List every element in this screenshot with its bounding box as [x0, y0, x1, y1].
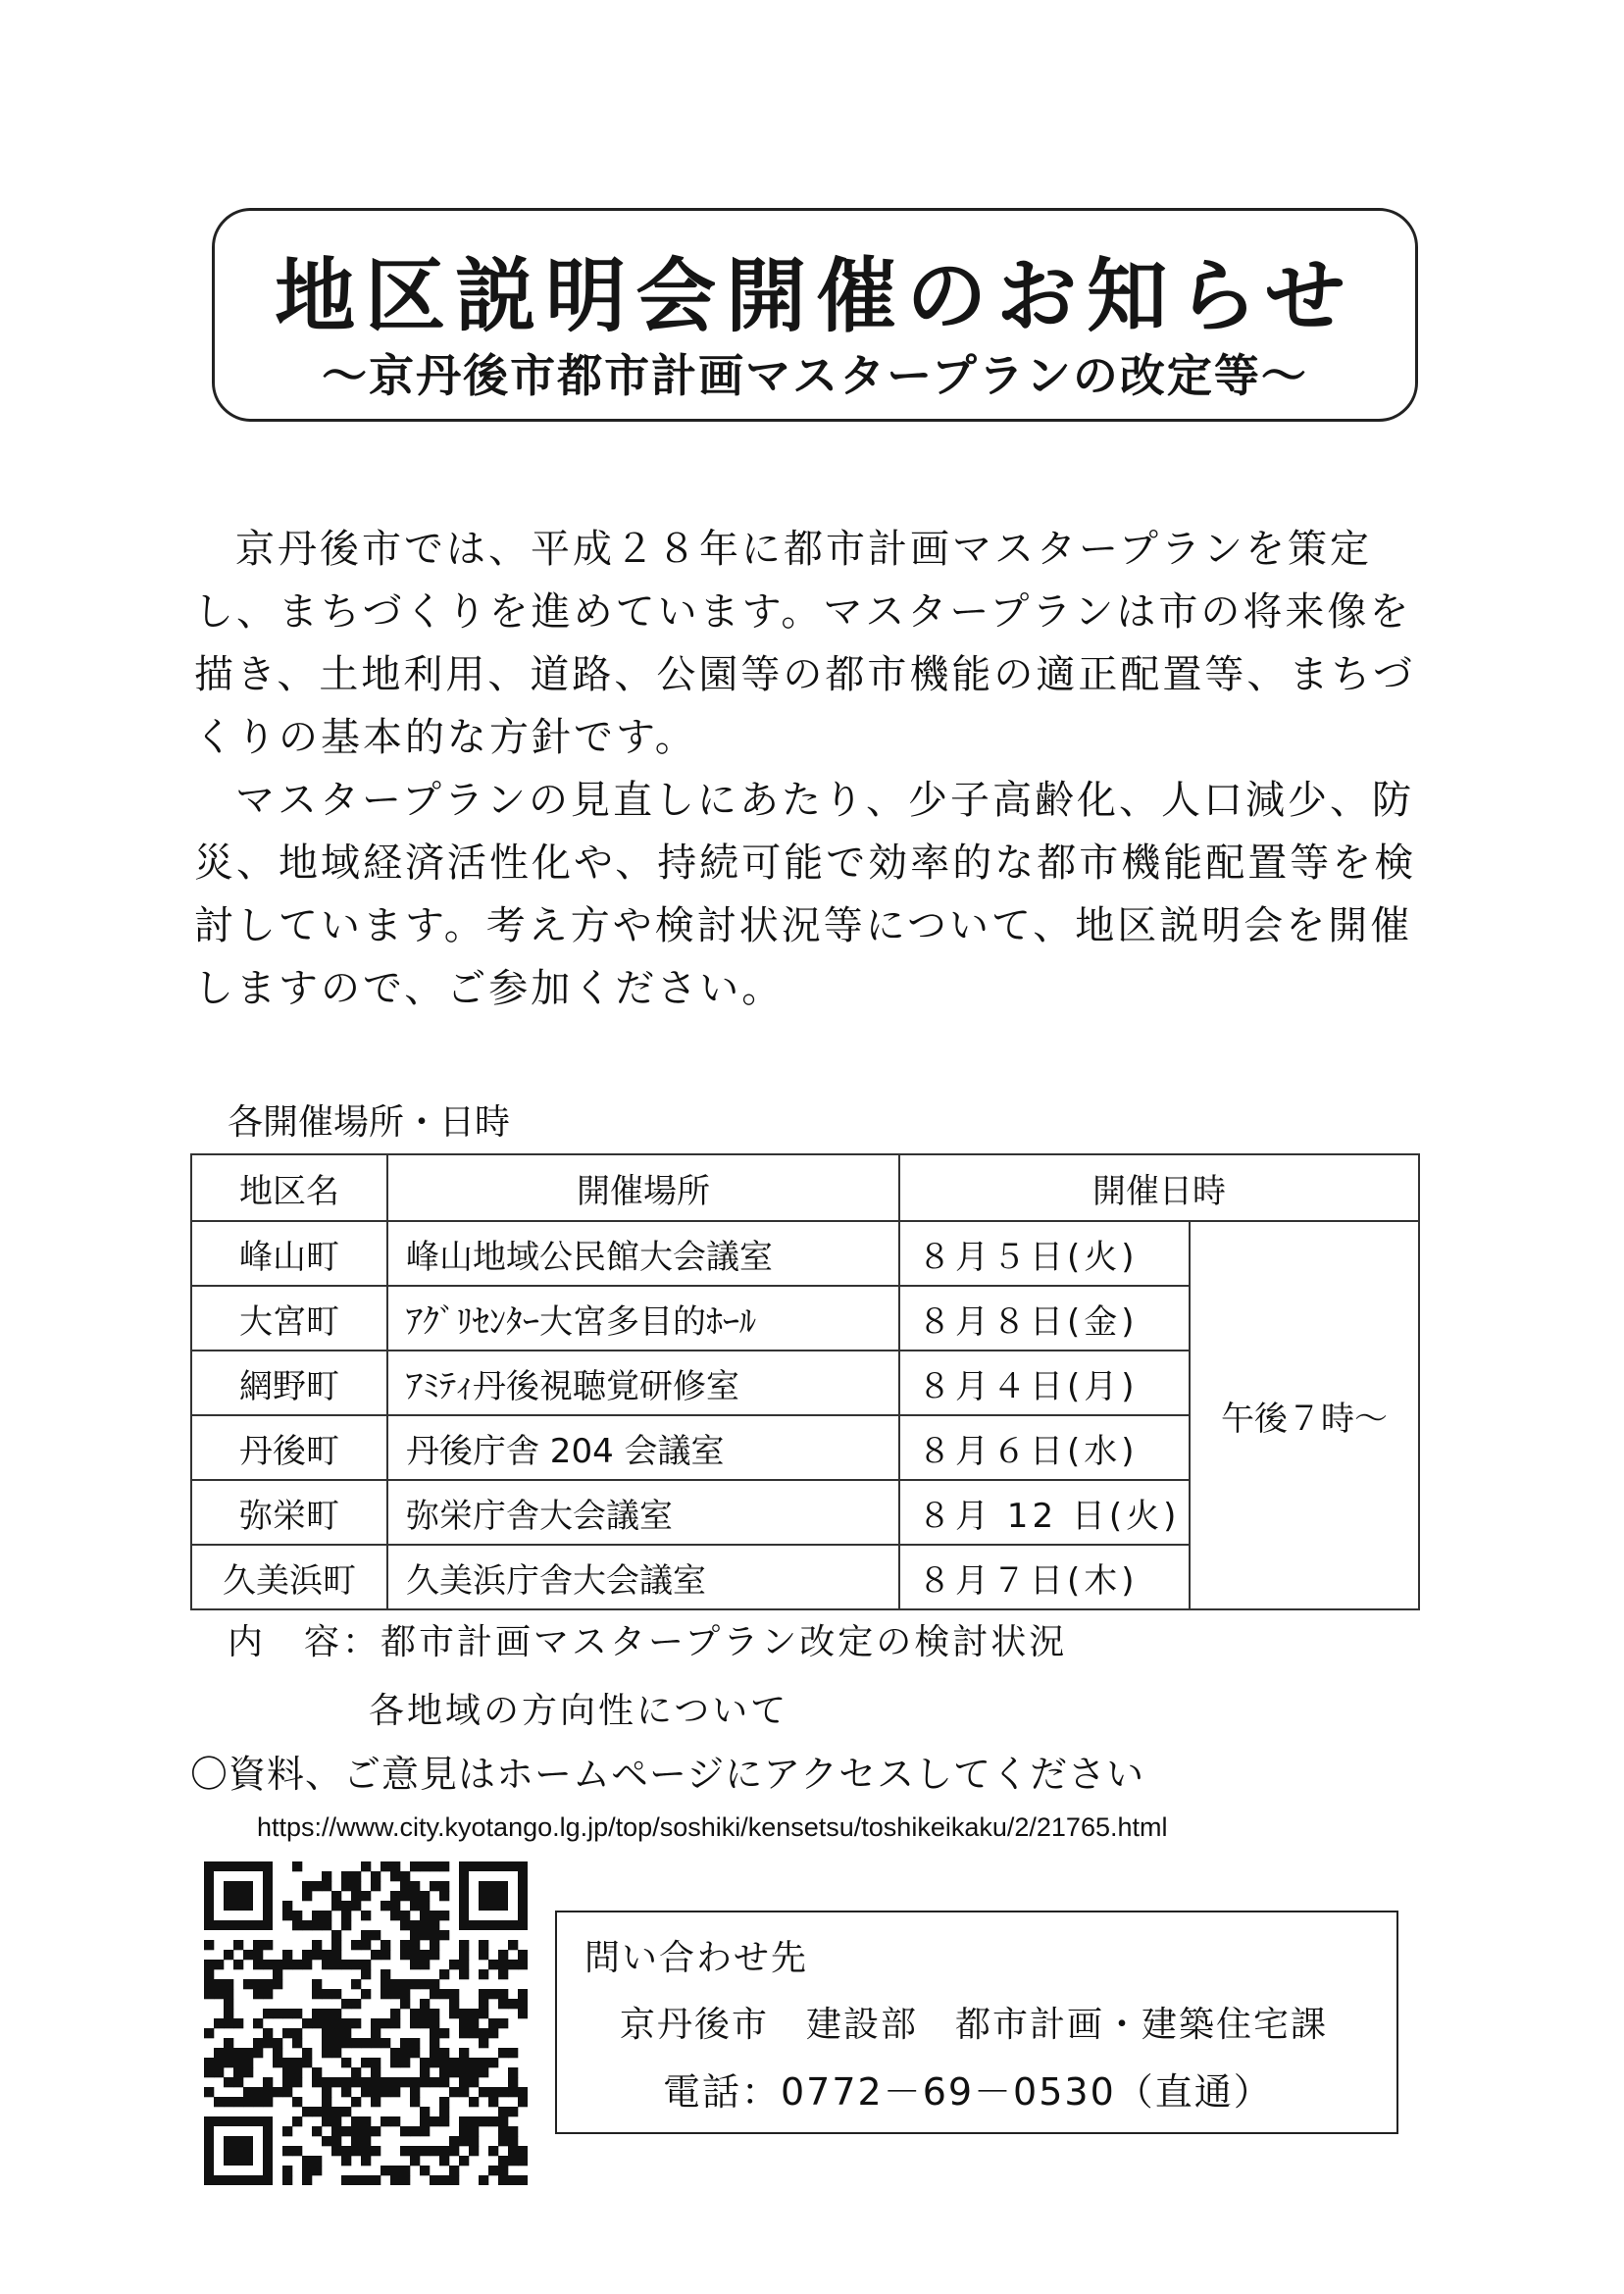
time-cell: 午後７時～ — [1190, 1221, 1419, 1609]
area-cell: 丹後町 — [191, 1415, 387, 1480]
venue-cell: 久美浜庁舎大会議室 — [387, 1545, 899, 1609]
header-area: 地区名 — [191, 1154, 387, 1221]
venue-cell: 丹後庁舎 204 会議室 — [387, 1415, 899, 1480]
homepage-url[interactable]: https://www.city.kyotango.lg.jp/top/soshiki/kensetsu/toshikeikaku/2/21765.html — [257, 1812, 1168, 1842]
date-cell: ８月６日(水) — [899, 1415, 1190, 1480]
schedule-heading: 各開催場所・日時 — [228, 1102, 511, 1143]
area-cell: 大宮町 — [191, 1286, 387, 1351]
title-box — [212, 208, 1418, 422]
schedule-table — [190, 1153, 1420, 1610]
content-line-2: 各地域の方向性について — [369, 1691, 789, 1731]
venue-cell: ｱｸﾞﾘｾﾝﾀｰ大宮多目的ﾎｰﾙ — [387, 1286, 899, 1351]
contact-phone: 電話：0772－69－0530（直通） — [663, 2070, 1273, 2114]
area-cell: 網野町 — [191, 1351, 387, 1415]
page-subtitle: ～京丹後市都市計画マスタープランの改定等～ — [322, 349, 1308, 402]
area-cell: 久美浜町 — [191, 1545, 387, 1609]
venue-cell: 弥栄庁舎大会議室 — [387, 1480, 899, 1545]
body-paragraph-1: 京丹後市では、平成２８年に都市計画マスタープランを策定し、まちづくりを進めています。マスタープランは市の将来像を描き、土地利用、道路、公園等の都市機能の適正配置等、まちづくりの基本的な方針です。 — [194, 527, 1415, 760]
table-row — [191, 1221, 1419, 1286]
page-title: 地区説明会開催のお知らせ — [275, 250, 1355, 343]
date-cell: ８月７日(木) — [899, 1545, 1190, 1609]
qr-code-icon[interactable] — [204, 1861, 528, 2185]
date-cell: ８月８日(金) — [899, 1286, 1190, 1351]
table-header-row — [191, 1154, 1419, 1221]
date-cell: ８月５日(火) — [899, 1221, 1190, 1286]
body-paragraph-2: マスタープランの見直しにあたり、少子高齢化、人口減少、防災、地域経済活性化や、持続可能で効率的な都市機能配置等を検討しています。考え方や検討状況等について、地区説明会を開催しますので、ご参加ください。 — [194, 778, 1417, 1011]
contact-box — [555, 1911, 1398, 2134]
contact-department: 京丹後市 建設部 都市計画・建築住宅課 — [620, 2005, 1329, 2045]
area-cell: 峰山町 — [191, 1221, 387, 1286]
date-cell: ８月 12 日(火) — [899, 1480, 1190, 1545]
venue-cell: 峰山地域公民館大会議室 — [387, 1221, 899, 1286]
date-cell: ８月４日(月) — [899, 1351, 1190, 1415]
content-line-1: 内 容：都市計画マスタープラン改定の検討状況 — [228, 1622, 1068, 1662]
area-cell: 弥栄町 — [191, 1480, 387, 1545]
contact-title: 問い合わせ先 — [584, 1938, 809, 1978]
body-text — [194, 518, 1440, 1020]
access-note: 〇資料、ご意見はホームページにアクセスしてください — [190, 1753, 1145, 1796]
venue-cell: ｱﾐﾃｨ丹後視聴覚研修室 — [387, 1351, 899, 1415]
header-datetime: 開催日時 — [899, 1154, 1419, 1221]
header-venue: 開催場所 — [387, 1154, 899, 1221]
